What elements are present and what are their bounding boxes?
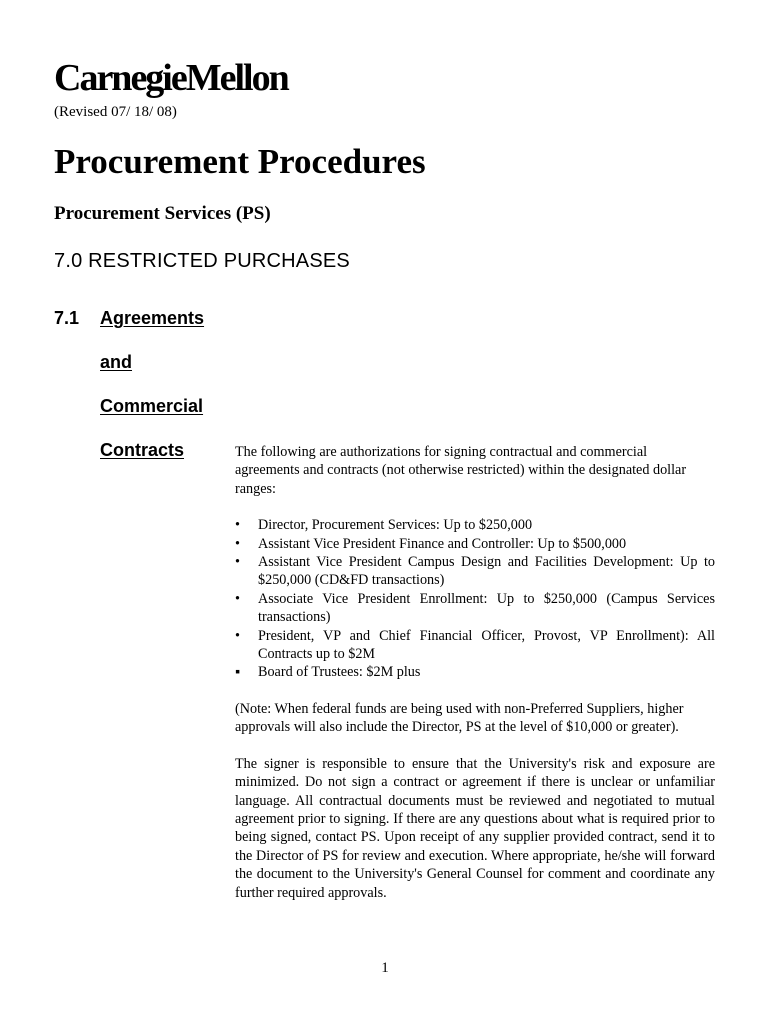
list-item-text: President, VP and Chief Financial Officer, Provost, VP Enrollment): All Contracts up to $2M [258,627,715,663]
bullet-icon: • [235,535,240,552]
carnegie-mellon-logo: CarnegieMellon [54,57,288,99]
authorization-list [235,516,715,682]
subsection-title-line-4: Contracts [100,440,185,460]
list-item-text: Assistant Vice President Finance and Controller: Up to $500,000 [258,535,627,552]
list-item [235,590,715,627]
bullet-icon: • [235,554,240,571]
subsection-title-line-2: and [100,352,133,372]
list-item-text: Associate Vice President Enrollment: Up to $250,000 (Campus Services transactions) [258,590,715,626]
section-heading: 7.0 RESTRICTED PURCHASES [54,250,350,272]
bullet-icon: • [235,627,240,644]
document-subtitle: Procurement Services (PS) [54,203,271,224]
subsection-title-line-3: Commercial [100,396,204,416]
subsection-number: 7.1 [54,308,80,328]
intro-paragraph: The following are authorizations for signing contractual and commercial agreements and contracts (not otherwise restricted) within the designated dollar ranges: [235,444,687,497]
revision-date: (Revised 07/ 18/ 08) [54,104,177,120]
list-item [235,663,715,681]
bullet-icon: • [235,590,240,607]
list-item-text: Assistant Vice President Campus Design and Facilities Development: Up to $250,000 (CD&FD transactions) [258,554,715,589]
subsection-title-line-1: Agreements [100,308,205,328]
document-title: Procurement Procedures [54,142,426,181]
list-item [235,627,715,664]
list-item-text: Director, Procurement Services: Up to $250,000 [258,517,533,534]
list-item [235,516,715,534]
page-number: 1 [381,960,389,976]
list-item-text: Board of Trustees: $2M plus [258,664,421,681]
bullet-icon: • [235,517,240,534]
responsibility-paragraph: The signer is responsible to ensure that the University's risk and exposure are minimized. Do not sign a contract or agreement if there is unclear or unfamiliar language. All contractual documents must be reviewed and negotiated to mutual agreement prior to signing. If there are any questions about what is required prior to being signed, contact PS. Upon receipt of any supplier provided contract, send it to the Director of PS for review and execution. Where appropriate, he/she will forward the document to the University's General Counsel for comment and coordinate any further required approvals. [235,755,715,901]
list-item [235,535,715,553]
note-paragraph: (Note: When federal funds are being used with non-Preferred Suppliers, higher approvals will also include the Director, PS at the level of $10,000 or greater). [235,700,684,736]
square-bullet-icon: ▪ [235,664,241,681]
body-content [235,443,715,920]
list-item [235,553,715,590]
